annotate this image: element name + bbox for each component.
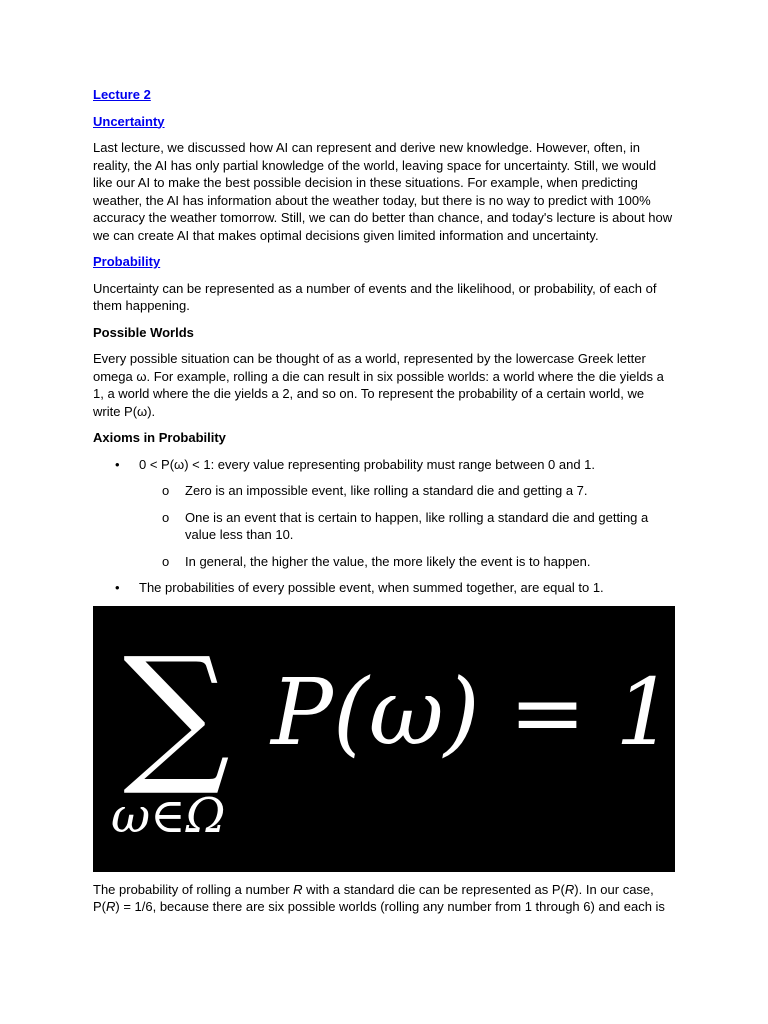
bullet-icon: •	[115, 580, 120, 595]
possible-worlds-paragraph: Every possible situation can be thought of as a world, represented by the lowercase Greek letter omega ω. For example, rolling a die can result in six possible worlds: a world where the die yields a 1, a world where the die yields a 2, and so on. To represent the probability of a certain world, we write P(ω).	[93, 351, 664, 419]
formula-expression: P(ω) = 1	[271, 658, 674, 766]
closing-part-3: ). In our case, P(	[93, 881, 654, 914]
probability-heading-paragraph	[93, 253, 675, 271]
closing-var-2: R	[564, 881, 575, 897]
axiom-item-2	[93, 579, 675, 597]
possible-worlds-heading: Possible Worlds	[93, 324, 194, 340]
sub-item-text: In general, the higher the value, the more likely the event is to happen.	[185, 553, 591, 569]
document-page	[93, 86, 675, 925]
sub-item-text: Zero is an impossible event, like rolling a standard die and getting a 7.	[185, 483, 588, 498]
sub-bullet-icon: o	[162, 553, 170, 569]
sub-item-text: One is an event that is certain to happen, like rolling a standard die and getting a value less than 10.	[185, 509, 649, 542]
formula-subscript: ω∈Ω	[111, 787, 226, 844]
closing-part-4: ) = 1/6, because there are six possible worlds (rolling any number from 1 through 6) and each is	[115, 899, 665, 914]
sub-item-1	[139, 482, 675, 500]
sub-item-3	[139, 553, 675, 571]
intro-paragraph: Last lecture, we discussed how AI can represent and derive new knowledge. However, often, in reality, the AI has only partial knowledge of the world, leaving space for uncertainty. Still, we would like our AI to make the best possible decision in these situations. For example, when predicting weather, the AI has information about the weather today, but there is no way to predict with 100% accuracy the weather tomorrow. Still, we can do better than chance, and today's lecture is about how we can create AI that makes optimal decisions given limited information and uncertainty.	[93, 140, 673, 243]
axiom-1-text: 0 < P(ω) < 1: every value representing probability must range between 0 and 1.	[139, 456, 596, 472]
uncertainty-link[interactable]: Uncertainty	[93, 113, 165, 129]
sub-bullet-icon: o	[162, 509, 170, 525]
closing-var-1: R	[293, 881, 303, 897]
probability-link[interactable]: Probability	[93, 254, 161, 269]
formula-svg	[93, 606, 675, 872]
axioms-list	[93, 456, 675, 597]
axiom-item-1	[93, 456, 675, 571]
closing-var-3: R	[106, 899, 116, 914]
axiom-1-sublist	[139, 482, 675, 570]
sub-item-2	[139, 509, 675, 544]
lecture-title-link[interactable]: Lecture 2	[93, 87, 151, 102]
closing-paragraph	[93, 881, 675, 916]
sub-bullet-icon: o	[162, 483, 170, 498]
axioms-heading: Axioms in Probability	[93, 430, 226, 445]
lecture-title-paragraph	[93, 86, 675, 104]
axiom-2-text: The probabilities of every possible event, when summed together, are equal to 1.	[139, 580, 604, 595]
closing-part-1: The probability of rolling a number	[93, 881, 294, 897]
probability-paragraph: Uncertainty can be represented as a number of events and the likelihood, or probability, of each of them happening.	[93, 280, 657, 313]
sum-formula-image	[93, 606, 675, 872]
sigma-symbol: ∑	[123, 625, 231, 800]
uncertainty-heading-paragraph	[93, 113, 675, 131]
closing-part-2: with a standard die can be represented as P(	[302, 881, 565, 897]
bullet-icon: •	[115, 456, 120, 472]
